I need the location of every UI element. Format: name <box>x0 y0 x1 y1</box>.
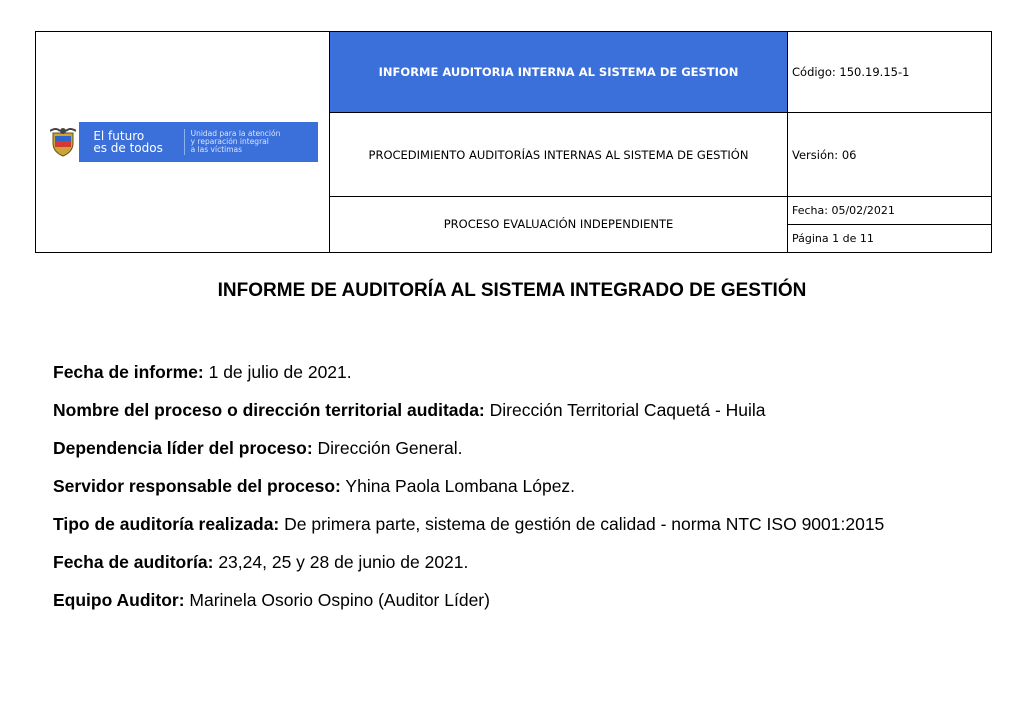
logo-sub-line-1: Unidad para la atención <box>190 129 281 138</box>
logo-sub-line-3: a las víctimas <box>190 145 243 154</box>
report-header-title: INFORME AUDITORIA INTERNA AL SISTEMA DE GESTION <box>330 32 788 113</box>
report-fields <box>53 362 973 628</box>
field-responsible-official <box>53 476 973 496</box>
logo-cell <box>36 32 330 253</box>
logo-sub-line-2: y reparación integral <box>190 137 269 146</box>
field-label: Dependencia líder del proceso: <box>53 438 313 458</box>
field-label: Fecha de auditoría: <box>53 552 214 572</box>
process-name: PROCESO EVALUACIÓN INDEPENDIENTE <box>330 196 788 252</box>
field-label: Tipo de auditoría realizada: <box>53 514 280 534</box>
field-audit-team <box>53 590 973 610</box>
document-version: Versión: 06 <box>788 113 992 196</box>
field-value: 1 de julio de 2021. <box>203 362 352 382</box>
logo-sub-text <box>191 130 318 154</box>
document-title: INFORME DE AUDITORÍA AL SISTEMA INTEGRADO DE GESTIÓN <box>217 280 807 301</box>
coat-of-arms-icon <box>46 122 79 162</box>
field-value: Dirección Territorial Caquetá - Huila <box>484 400 766 420</box>
field-label: Equipo Auditor: <box>53 590 185 610</box>
procedure-name: PROCEDIMIENTO AUDITORÍAS INTERNAS AL SISTEMA DE GESTIÓN <box>330 113 788 196</box>
field-audited-process <box>53 400 973 420</box>
logo-line-2: es de todos <box>93 141 163 155</box>
entity-logo <box>46 122 318 162</box>
field-value: Marinela Osorio Ospino (Auditor Líder) <box>184 590 490 610</box>
field-label: Fecha de informe: <box>53 362 204 382</box>
field-value: Yhina Paola Lombana López. <box>340 476 576 496</box>
field-audit-date <box>53 552 973 572</box>
field-lead-unit <box>53 438 973 458</box>
logo-main-text <box>93 130 177 154</box>
document-header-table <box>35 31 992 253</box>
field-value: 23,24, 25 y 28 de junio de 2021. <box>213 552 469 572</box>
field-label: Nombre del proceso o dirección territorial auditada: <box>53 400 485 420</box>
field-audit-type <box>53 514 973 534</box>
document-date: Fecha: 05/02/2021 <box>788 196 992 224</box>
page-number: Página 1 de 11 <box>788 224 992 252</box>
field-value: Dirección General. <box>312 438 463 458</box>
field-report-date <box>53 362 973 382</box>
document-code: Código: 150.19.15-1 <box>788 32 992 113</box>
field-value: De primera parte, sistema de gestión de calidad - norma NTC ISO 9001:2015 <box>279 514 885 534</box>
logo-line-1: El futuro <box>93 129 145 143</box>
field-label: Servidor responsable del proceso: <box>53 476 341 496</box>
logo-divider <box>184 129 185 155</box>
